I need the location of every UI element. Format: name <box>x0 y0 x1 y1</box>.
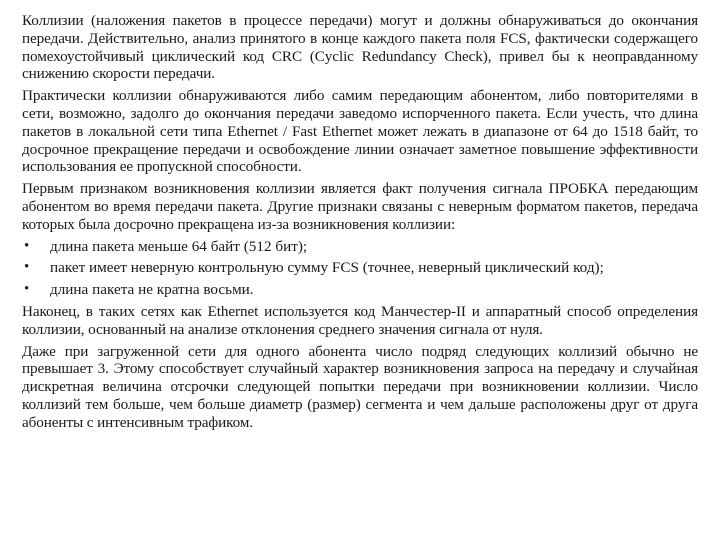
bullet-icon: • <box>24 281 30 298</box>
list-item-text: длина пакета меньше 64 байт (512 бит); <box>50 237 308 255</box>
paragraph-practical-detection: Практически коллизии обнаруживаются либо самим передающим абонентом, либо повторителями в сети, возможно, задолго до окончания передачи заведомо испорченного пакета. Если учесть, что длина пакетов в локальной сети типа Ethernet / Fast Ethernet может лежать в диапазоне от 64 до 1518 байт, то досрочное прекращение передачи и освобождение линии означает заметное повышение эффективности использования ее пропускной способности. <box>22 87 698 176</box>
list-item-text: пакет имеет неверную контрольную сумму FCS (точнее, неверный циклический код); <box>50 259 604 277</box>
list-item <box>22 281 698 299</box>
paragraph-manchester-code: Наконец, в таких сетях как Ethernet используется код Манчестер-II и аппаратный способ определения коллизии, основанный на анализе отклонения среднего значения сигнала от нуля. <box>22 302 698 338</box>
collision-signs-list <box>22 238 698 299</box>
list-item-text: длина пакета не кратна восьми. <box>50 281 254 299</box>
bullet-icon: • <box>24 259 30 276</box>
list-item <box>22 259 698 277</box>
bullet-icon: • <box>24 237 30 254</box>
list-item <box>22 238 698 256</box>
paragraph-collision-count: Даже при загруженной сети для одного абонента число подряд следующих коллизий обычно не превышает 3. Этому способствует случайный характер возникновения запроса на передачу и случайная дискретная величина отсрочки следующей попытки передачи при возникновении коллизии. Число коллизий тем больше, чем больше диаметр (размер) сегмента и чем дальше расположены друг от друга абоненты с интенсивным трафиком. <box>22 342 698 431</box>
paragraph-collision-detection: Коллизии (наложения пакетов в процессе передачи) могут и должны обнаруживаться до окончания передачи. Действительно, анализ принятого в конце каждого пакета поля FCS, фактически содержащего помехоустойчивый циклический код CRC (Cyclic Redundancy Check), привел бы к неоправданному снижению скорости передачи. <box>22 12 698 83</box>
paragraph-first-sign: Первым признаком возникновения коллизии является факт получения сигнала ПРОБКА передающим абонентом во время передачи пакета. Другие признаки связаны с неверным форматом пакетов, передача которых была досрочно прекращена из-за возникновения коллизии: <box>22 180 698 233</box>
